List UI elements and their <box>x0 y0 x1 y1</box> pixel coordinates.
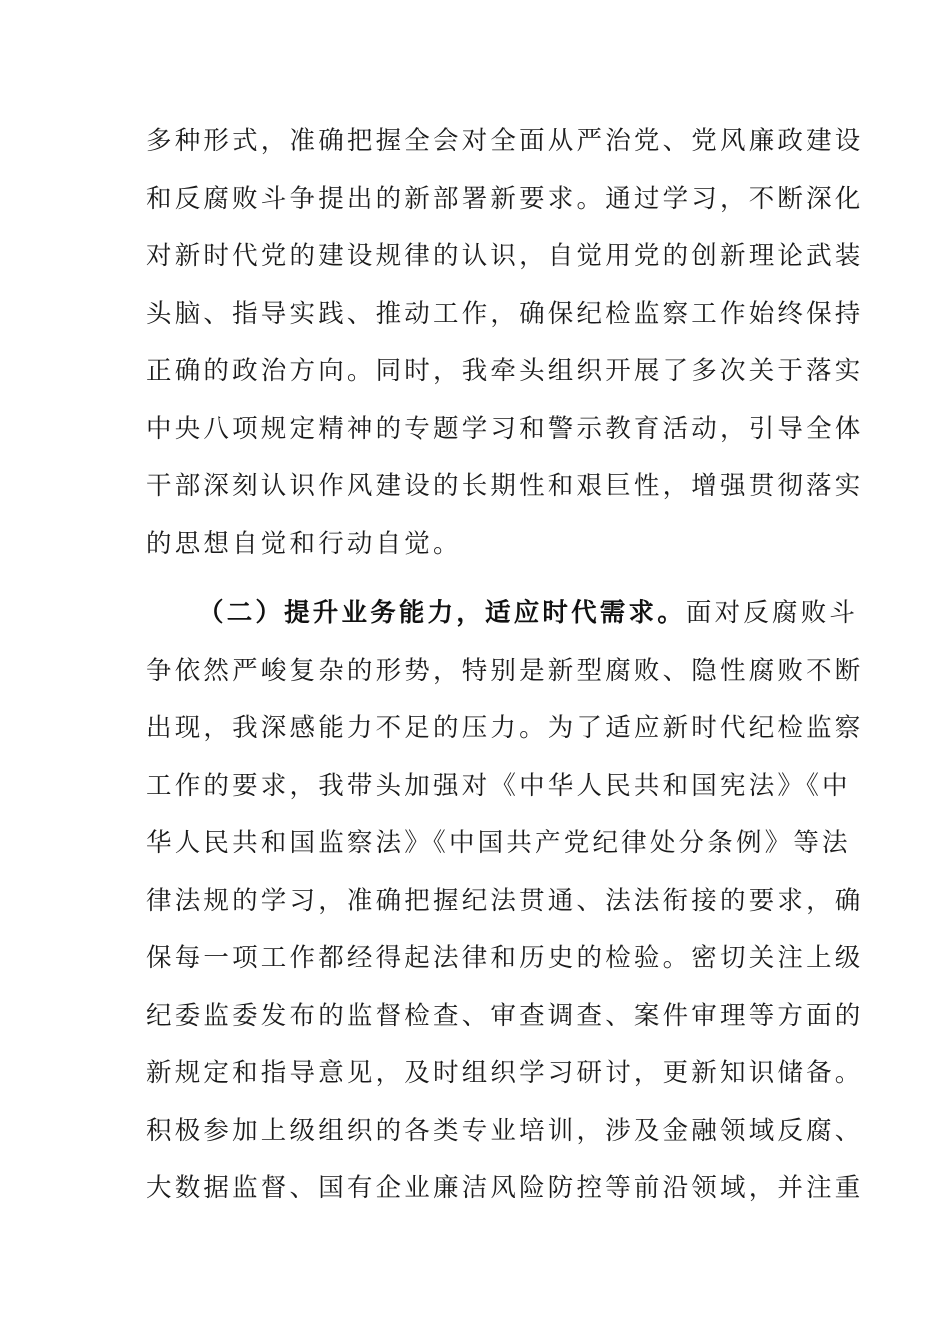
text-line: 华人民共和国监察法》《中国共产党纪律处分条例》等法 <box>146 828 851 858</box>
text-line: 保每一项工作都经得起法律和历史的检验。密切关注上级 <box>146 943 864 973</box>
paragraph-2 <box>146 585 864 1218</box>
text-line: 律法规的学习，准确把握纪法贯通、法法衔接的要求，确 <box>146 885 864 916</box>
text-line: 中央八项规定精神的专题学习和警示教育活动，引导全体 <box>146 413 864 444</box>
heading-line-text: 面对反腐败斗 <box>685 598 859 628</box>
text-line: 对新时代党的建设规律的认识，自觉用党的创新理论武装 <box>146 241 864 271</box>
text-line: 积极参加上级组织的各类专业培训，涉及金融领域反腐、 <box>146 1115 864 1146</box>
text-line: 头脑、指导实践、推动工作，确保纪检监察工作始终保持 <box>146 298 864 329</box>
text-line: 工作的要求，我带头加强对《中华人民共和国宪法》《中 <box>146 770 851 801</box>
text-line: 争依然严峻复杂的形势，特别是新型腐败、隐性腐败不断 <box>146 655 864 686</box>
text-line: 出现，我深感能力不足的压力。为了适应新时代纪检监察 <box>146 713 864 743</box>
text-line: 大数据监督、国有企业廉洁风险防控等前沿领域，并注重 <box>146 1173 864 1203</box>
text-line: 的思想自觉和行动自觉。 <box>146 528 462 559</box>
text-line: 正确的政治方向。同时，我牵头组织开展了多次关于落实 <box>146 356 864 386</box>
text-line: 新规定和指导意见，及时组织学习研讨，更新知识储备。 <box>146 1058 864 1088</box>
text-line: 多种形式，准确把握全会对全面从严治党、党风廉政建设 <box>146 126 864 156</box>
section-heading-line <box>146 585 859 643</box>
text-line: 纪委监委发布的监督检查、审查调查、案件审理等方面的 <box>146 1000 864 1031</box>
text-line: 干部深刻认识作风建设的长期性和艰巨性，增强贯彻落实 <box>146 471 864 501</box>
section-heading: （二）提升业务能力，适应时代需求。 <box>198 598 686 628</box>
paragraph-1 <box>146 113 864 573</box>
text-line: 和反腐败斗争提出的新部署新要求。通过学习，不断深化 <box>146 183 864 214</box>
